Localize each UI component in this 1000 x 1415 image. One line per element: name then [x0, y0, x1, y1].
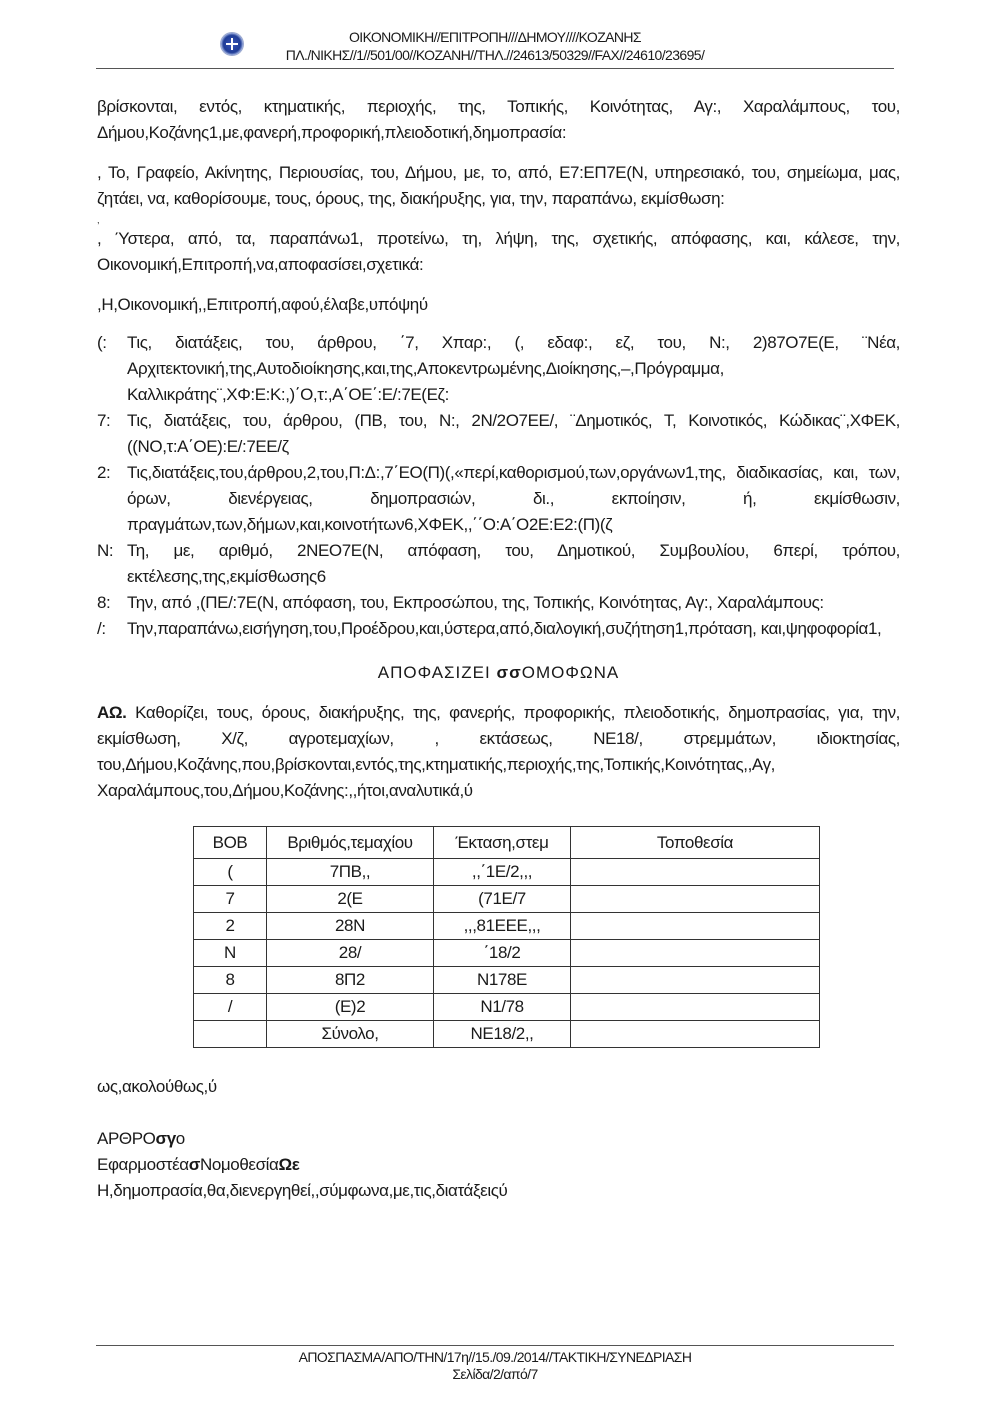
list-item: 7: Τις, διατάξεις, του, άρθρου, (ΠΒ, του, Ν:, 2Ν/2Ο7ΕΕ/, ¨Δημοτικός, Τ, Κοινοτικός, Κώδικας¨,ΧΦΕΚ,((ΝΟ,τ:Α΄ΟΕ):Ε/:7ΕΕ/ζ — [97, 411, 900, 456]
header-title: ΟΙΚΟΝΟΜΙΚΗ//ΕΠΙΤΡΟΠΗ///ΔΗΜΟΥ////ΚΟΖΑΝΗΣ — [349, 29, 641, 45]
office-request-paragraph: , Το, Γραφείο, Ακίνητης, Περιουσίας, του, Δήμου, με, το, από, Ε7:ΕΠ7Ε(Ν, υπηρεσιακό, του, σημείωμα, μας, ζητάει, να, καθορίσουμε, τους, όρους, της, διακήρυξης, για, την, παραπάνω, εκμίσθωση: — [97, 163, 900, 208]
table-row: / (Ε)2 Ν1/78 — [194, 994, 820, 1021]
list-item: Ν: Τη, με, αριθμό, 2ΝΕΟ7Ε(Ν, απόφαση, του, Δημοτικού, Συμβουλίου, 6περί, τρόπου, εκτέλεσης,της,εκμίσθωσης6 — [97, 541, 900, 586]
article-heading: ΑΡΘΡΟσγο — [97, 1129, 185, 1148]
list-item: 2: Τις,διατάξεις,του,άρθρου,2,του,Π:Δ:,7΄ΕΟ(Π)(,«περί,καθορισμού,των,οργάνων1,της, διαδικασίας, και, των, όρων, διενέργειας, δημοπρασιών, δι., εκποίησιν, ή, εκμίσθωσιν, πραγμάτων,των,δήμων,και,κοινοτήτων6,ΧΦΕΚ,,΄΄Ο:Α΄Ο2Ε:Ε2:(Π)(ζ — [97, 463, 900, 534]
footer-reference: ΑΠΟΣΠΑΣΜΑ/ΑΠΟ/ΤΗΝ/17η//15./09./2014//ΤΑΚΤΙΚΗ/ΣΥΝΕΔΡΙΑΣΗ — [298, 1349, 692, 1365]
document-body — [97, 94, 900, 1204]
table-row: 2 28Ν ,,,81ΕΕΕ,,, — [194, 913, 820, 940]
as-follows-text: ως,ακολούθως,ύ — [97, 1077, 217, 1096]
decision-paragraph: ΑΩ. Καθορίζει, τους, όρους, διακήρυξης, της, φανερής, προφορικής, πλειοδοτικής, δημοπρασίας, για, την, εκμίσθωση, Χ/ζ, αγροτεμαχίων, , εκτάσεως, ΝΕ18/, στρεμμάτων, ιδιοκτησίας, του,Δήμου,Κοζάνης,που,βρίσκονται,εντός,της,κτηματικής,περιοχής,της,Τοπικής,Κοινότητας,,Αγ, Χαραλάμπους,του,Δήμου,Κοζάνης:,,ήτοι,αναλυτικά,ύ — [97, 703, 900, 800]
intro-paragraph: βρίσκονται, εντός, κτηματικής, περιοχής, της, Τοπικής, Κοινότητας, Αγ:, Χαραλάμπους, του, Δήμου,Κοζάνης1,με,φανερή,προφορική,πλειοδοτική,δημοπρασία: — [97, 97, 900, 142]
table-row: Ν 28/ ΄18/2 — [194, 940, 820, 967]
table-header-row: ΒΟΒ Βριθμός,τεμαχίου Έκταση,στεμ Τοποθεσία — [194, 827, 820, 859]
stray-mark: , — [97, 215, 100, 225]
header-divider — [96, 68, 894, 69]
table-total-row: Σύνολο, ΝΕ18/2,, — [194, 1021, 820, 1048]
table-row: 8 8Π2 Ν178Ε — [194, 967, 820, 994]
footer-divider — [96, 1345, 894, 1346]
page-number: Σελίδα/2/από/7 — [452, 1366, 538, 1382]
document-header — [96, 28, 894, 64]
header-address: ΠΛ./ΝΙΚΗΣ//1//501/00//ΚΟΖΑΝΗ//ΤΗΛ.//24613/50329//FAX//24610/23695/ — [285, 47, 705, 63]
auction-text: Η,δημοπρασία,θα,διενεργηθεί,,σύμφωνα,με,τις,διατάξειςύ — [97, 1181, 508, 1200]
list-item: 8: Την, από ,(ΠΕ/:7Ε(Ν, απόφαση, του, Εκπροσώπου, της, Τοπικής, Κοινότητας, Αγ:, Χαραλάμπους: — [97, 593, 824, 612]
document-footer — [96, 1349, 894, 1383]
plots-table — [193, 826, 820, 1048]
considerations-list — [97, 330, 900, 642]
plots-table-container — [193, 826, 900, 1048]
legislation-heading: ΕφαρμοστέασΝομοθεσίαΩε — [97, 1155, 300, 1174]
committee-considering-paragraph: ,Η,Οικονομική,,Επιτροπή,αφού,έλαβε,υπόψηύ — [97, 295, 428, 314]
table-row: ( 7ΠΒ,, ,,΄1Ε/2,,, — [194, 859, 820, 886]
decision-heading: ΑΠΟΦΑΣΙΖΕΙ σσΟΜΟΦΩΝΑ — [377, 663, 620, 682]
list-item: /: Την,παραπάνω,εισήγηση,του,Προέδρου,και,ύστερα,από,διαλογική,συζήτηση1,πρόταση, και,ψηφοφορία1, — [97, 619, 882, 638]
table-row: 7 2(Ε (71Ε/7 — [194, 886, 820, 913]
proposal-paragraph: , Ύστερα, από, τα, παραπάνω1, προτείνω, τη, λήψη, της, σχετικής, απόφασης, και, κάλεσε, την, Οικονομική,Επιτροπή,να,αποφασίσει,σχετικά: — [97, 229, 900, 274]
list-item: (: Τις, διατάξεις, του, άρθρου, ΄7, Χπαρ:, (, εδαφ:, εζ, του, Ν:, 2)87Ο7Ε(Ε, ¨Νέα, Αρχιτεκτονική,της,Αυτοδιοίκησης,και,της,Αποκεντρωμένης,Διοίκησης,–,Πρόγραμμα, Καλλικράτης¨,ΧΦ:Ε:Κ:,)΄Ο,τ:,Α΄ΟΕ΄:Ε/:7Ε(Εζ: — [97, 333, 900, 404]
